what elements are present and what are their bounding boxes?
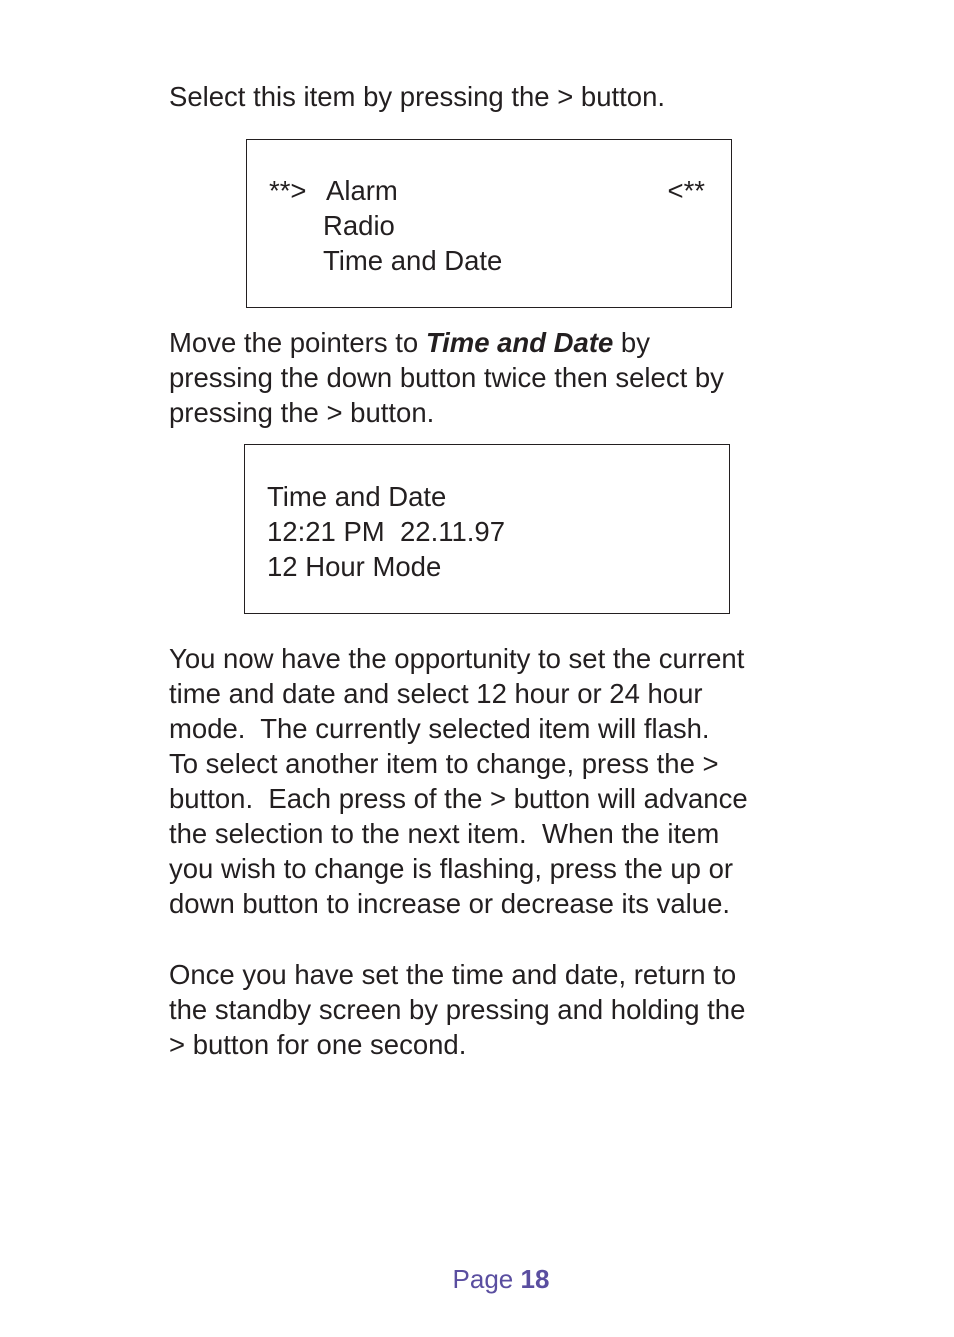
paragraph-1-line: time and date and select 12 hour or 24 hour xyxy=(169,678,703,709)
body-paragraph-2 xyxy=(169,957,809,1062)
menu-display xyxy=(246,139,732,308)
menu-item-time-and-date: Time and Date xyxy=(323,245,503,276)
page-label: Page xyxy=(452,1264,514,1294)
paragraph-1-line: you wish to change is flashing, press the up or xyxy=(169,853,734,884)
display-hour-mode: 12 Hour Mode xyxy=(267,551,442,582)
paragraph-1-line: You now have the opportunity to set the current xyxy=(169,643,745,674)
paragraph-2-line: > button for one second. xyxy=(169,1029,467,1060)
paragraph-1-line: down button to increase or decrease its value. xyxy=(169,888,731,919)
menu-item-alarm: Alarm xyxy=(326,175,398,206)
pointer-left: **> xyxy=(269,175,307,206)
page-number xyxy=(0,1262,954,1296)
paragraph-1-line: the selection to the next item. When the item xyxy=(169,818,720,849)
menu-item-radio: Radio xyxy=(323,210,395,241)
emphasis-time-and-date: Time and Date xyxy=(425,327,614,358)
display-time-date: 12:21 PM 22.11.97 xyxy=(267,516,505,547)
move-instruction-line-2: pressing the down button twice then select by xyxy=(169,362,724,393)
paragraph-2-line: the standby screen by pressing and holding the xyxy=(169,994,746,1025)
paragraph-1-line: button. Each press of the > button will advance xyxy=(169,783,748,814)
paragraph-1-line: mode. The currently selected item will flash. xyxy=(169,713,710,744)
intro-line: Select this item by pressing the > button. xyxy=(169,81,666,112)
move-instruction xyxy=(169,325,809,430)
move-instruction-line-3: pressing the > button. xyxy=(169,397,435,428)
page-number-value: 18 xyxy=(520,1264,550,1294)
move-instruction-line-1: Move the pointers to Time and Date by xyxy=(169,327,650,358)
pointer-right: <** xyxy=(667,175,705,206)
body-paragraph-1 xyxy=(169,641,809,921)
paragraph-1-line: To select another item to change, press the > xyxy=(169,748,719,779)
intro-text xyxy=(169,79,809,114)
display-title: Time and Date xyxy=(267,481,447,512)
time-date-display xyxy=(244,444,730,614)
paragraph-2-line: Once you have set the time and date, return to xyxy=(169,959,737,990)
